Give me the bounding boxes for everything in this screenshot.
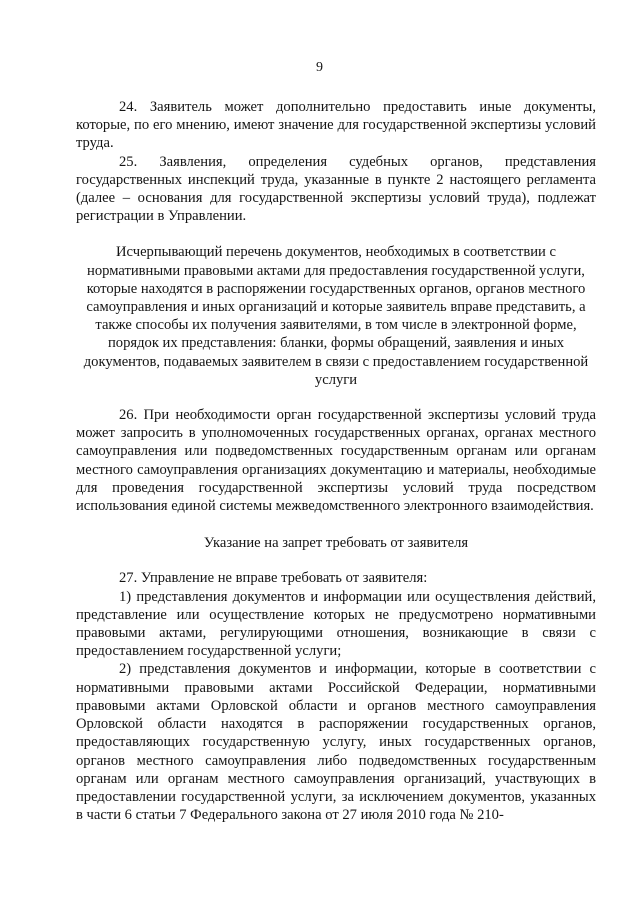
paragraph-27-item-2: 2) представления документов и информации, которые в соответствии с нормативными правовыми актами Российской Федерации, нормативными правовыми актами Орловской области и органов местного самоуправления Орловской области находятся в распоряжении государственных органов, предоставляющих государственную услугу, иных государственных органов, органов местного самоуправления либо подведомственных государственным органам или органам местного самоуправления организаций, участвующих в предоставлении государственной услуги, за исключением документов, указанных в части 6 статьи 7 Федерального закона от 27 июля 2010 года № 210- <box>76 661 596 824</box>
document-body <box>76 98 596 824</box>
paragraph-25: 25. Заявления, определения судебных органов, представления государственных инспекций труда, указанные в пункте 2 настоящего регламента (далее – основания для государственной экспертизы условий труда), подлежат регистрации в Управлении. <box>76 153 596 225</box>
paragraph-27-item-1: 1) представления документов и информации или осуществления действий, представление или осуществление которых не предусмотрено нормативными правовыми актами, регулирующими отношения, возникающие в связи с предоставлением государственной услуги; <box>76 588 596 660</box>
paragraph-27: 27. Управление не вправе требовать от заявителя: <box>119 570 428 587</box>
paragraph-24: 24. Заявитель может дополнительно предоставить иные документы, которые, по его мнению, имеют значение для государственной экспертизы условий труда. <box>76 99 596 152</box>
paragraph-26: 26. При необходимости орган государственной экспертизы условий труда может запросить в уполномоченных государственных органах, органах местного самоуправления или подведомственных государственным органам или органам местного самоуправления организациях документацию и материалы, необходимые для проведения государственной экспертизы условий труда посредством использования единой системы межведомственного электронного взаимодействия. <box>76 407 596 515</box>
section-heading-documents-list: Исчерпывающий перечень документов, необходимых в соответствии с нормативными правовыми актами для предоставления государственной услуги, которые находятся в распоряжении государственных органов, органов местного самоуправления и иных организаций и которые заявитель вправе представить, а также способы их получения заявителями, в том числе в электронной форме, порядок их представления: бланки, формы обращений, заявления и иных документов, подаваемых заявителем в связи с предоставлением государственной услуги <box>83 244 589 388</box>
section-heading-prohibition: Указание на запрет требовать от заявителя <box>203 535 469 552</box>
page-number: 9 <box>316 60 323 75</box>
